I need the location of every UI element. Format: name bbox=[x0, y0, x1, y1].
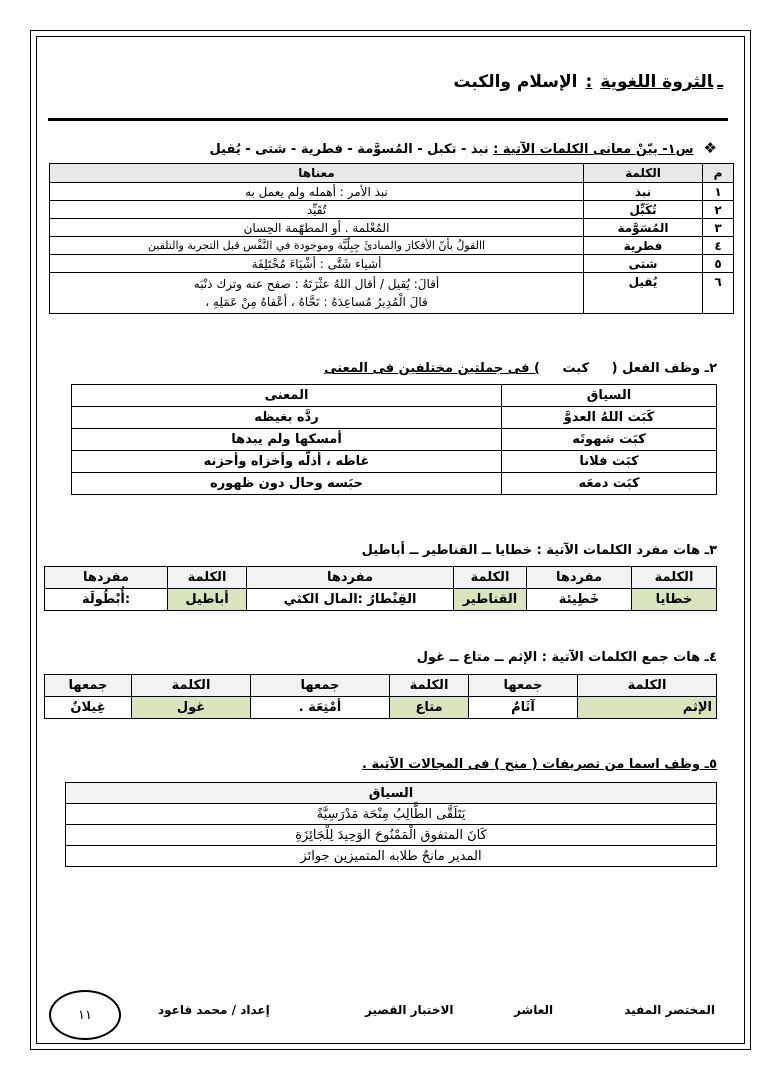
col-num: م bbox=[703, 164, 734, 183]
q1-heading bbox=[210, 139, 717, 157]
row-num: ١ bbox=[703, 183, 734, 201]
meanings-table bbox=[49, 163, 734, 314]
row-word: فطرية bbox=[584, 237, 703, 255]
table-row bbox=[66, 825, 717, 846]
row-meaning: ردَّه بغيظه bbox=[72, 407, 502, 429]
usage-table bbox=[65, 782, 717, 867]
row-meaning: تُقَيِّد bbox=[50, 201, 584, 219]
table-header-row bbox=[50, 164, 734, 183]
col-meaning: معناها bbox=[50, 164, 584, 183]
table-row bbox=[66, 804, 717, 825]
q1-instruction: بيّنْ معانى الكلمات الآتية : bbox=[493, 142, 658, 157]
row-context: كبَت فلانا bbox=[502, 451, 717, 473]
q4-heading: ٤ـ هات جمع الكلمات الآتية : الإثم ــ متاع ــ غول bbox=[416, 650, 717, 665]
row-num: ٦ bbox=[703, 273, 734, 314]
page-number bbox=[49, 990, 121, 1040]
col-singular: مفردها bbox=[45, 567, 168, 589]
table-row bbox=[45, 697, 717, 719]
cell-word: خطايا bbox=[632, 589, 717, 611]
page-number-text: ١١ bbox=[78, 1007, 92, 1023]
row-meaning: حبَسه وحال دون ظهوره bbox=[72, 473, 502, 495]
title-rule bbox=[48, 118, 728, 121]
row-num: ٥ bbox=[703, 255, 734, 273]
lesson-name: الإسلام والكبت bbox=[453, 72, 578, 92]
cell-singular: خَطِيئة bbox=[527, 589, 632, 611]
cell-singular: القِنْطارُ :المال الكثي bbox=[247, 589, 454, 611]
col-meaning: المعنى bbox=[72, 385, 502, 407]
singular-table bbox=[44, 566, 717, 611]
table-header-row bbox=[66, 783, 717, 804]
row-meaning: المُعْلمة . أو المطهّمة الحِسان bbox=[50, 219, 584, 237]
table-row bbox=[45, 589, 717, 611]
row-word: المُسَوَّمة bbox=[584, 219, 703, 237]
cell-plural: آثَامٌ bbox=[469, 697, 578, 719]
col-plural: جمعها bbox=[469, 675, 578, 697]
cell-word: غول bbox=[132, 697, 251, 719]
q1-prefix: س١- bbox=[657, 142, 694, 157]
table-row bbox=[66, 846, 717, 867]
col-word: الكلمة bbox=[132, 675, 251, 697]
table-row bbox=[50, 201, 734, 219]
col-word: الكلمة bbox=[632, 567, 717, 589]
title-separator: : bbox=[585, 72, 593, 92]
row-context: كبَت دمعَه bbox=[502, 473, 717, 495]
table-row bbox=[50, 219, 734, 237]
col-plural: جمعها bbox=[45, 675, 132, 697]
table-row bbox=[50, 255, 734, 273]
diamond-bullet-icon: ❖ bbox=[703, 139, 717, 157]
row-word: تُكَبِّل bbox=[584, 201, 703, 219]
section-name: الثروة اللغوية bbox=[600, 72, 714, 92]
cell-word: الإثم bbox=[578, 697, 717, 719]
table-row bbox=[72, 429, 717, 451]
col-plural: جمعها bbox=[251, 675, 390, 697]
row-context: كَبَت اللهُ العدوَّ bbox=[502, 407, 717, 429]
page-title bbox=[453, 72, 723, 92]
col-word: الكلمة bbox=[578, 675, 717, 697]
q2-heading-end: ) فى جملتين مختلفين فى المعنى bbox=[324, 361, 540, 376]
row-meaning: أمسكها ولم يبدها bbox=[72, 429, 502, 451]
context-table bbox=[71, 384, 717, 495]
col-word: الكلمة bbox=[454, 567, 527, 589]
row-meaning: االقولُ بأَنّ الأفكارَ والمبادئَ جِبِلّيَّة وموجودة في النَّفْس قبل التجربة والتلقين bbox=[50, 237, 584, 255]
plural-table bbox=[44, 674, 717, 719]
row-num: ٣ bbox=[703, 219, 734, 237]
cell-word: متاع bbox=[390, 697, 469, 719]
row-context: كبَت شهوتَه bbox=[502, 429, 717, 451]
q2-heading bbox=[324, 361, 717, 376]
row-word: يُقيل bbox=[584, 273, 703, 314]
table-row bbox=[50, 273, 734, 314]
table-row bbox=[72, 407, 717, 429]
col-singular: مفردها bbox=[247, 567, 454, 589]
row-num: ٢ bbox=[703, 201, 734, 219]
col-word: الكلمة bbox=[390, 675, 469, 697]
row-context: كَانَ المتفوق الْمَمْنُوحَ الوَحِيدَ لِلْجَائِزَةِ bbox=[66, 825, 717, 846]
row-meaning bbox=[50, 273, 584, 314]
cell-word: القناطير bbox=[454, 589, 527, 611]
q3-heading: ٣ـ هات مفرد الكلمات الآتية : خطايا ــ القناطير ــ أباطيل bbox=[361, 543, 717, 558]
col-context: السياق bbox=[502, 385, 717, 407]
row-meaning: أشياء شَتَّى : أشْيَاءَ مُخْتَلِفَة bbox=[50, 255, 584, 273]
table-row bbox=[72, 451, 717, 473]
footer-exam: الاختبار القصير bbox=[365, 1003, 454, 1017]
q2-heading-start: ٢ـ وظف الفعل ( bbox=[611, 361, 717, 376]
col-word: الكلمة bbox=[168, 567, 247, 589]
title-lead: ـ bbox=[717, 72, 723, 92]
table-row bbox=[72, 473, 717, 495]
table-header-row bbox=[45, 675, 717, 697]
row-context: المدير مانحٌ طلابه المتميزين جوائز bbox=[66, 846, 717, 867]
row-word: نبذ bbox=[584, 183, 703, 201]
meaning-line: قالَ الْمُدِيرُ مُساعِدَهُ : نَحَّاهُ ، أعْفاهُ مِنْ عَمَلِهِ ، bbox=[205, 295, 428, 309]
cell-plural: أمْتِعَة . bbox=[251, 697, 390, 719]
footer-author: إعداد / محمد قاعود bbox=[158, 1003, 270, 1017]
row-meaning: غاظه ، أذلّه وأخزاه وأحزنه bbox=[72, 451, 502, 473]
col-word: الكلمة bbox=[584, 164, 703, 183]
footer-grade: العاشر bbox=[514, 1003, 554, 1017]
cell-plural: غِيلانٌ bbox=[45, 697, 132, 719]
row-context: يَتَلَقَّى الطَّالِبُ مِنْحَة مَدْرَسِيَّةً bbox=[66, 804, 717, 825]
table-header-row bbox=[45, 567, 717, 589]
footer-book: المختصر المفيد bbox=[624, 1003, 715, 1017]
table-row bbox=[50, 237, 734, 255]
cell-word: أباطيل bbox=[168, 589, 247, 611]
q1-word-list: نبذ - تكبل - المُسوَّمة - فطرية - شتى - يُقيل bbox=[209, 142, 494, 157]
q5-heading: ٥ـ وظف اسما من تصريفات ( منح ) فى المجالات الآتية . bbox=[362, 757, 717, 772]
meaning-line: أقالَ: يُقيل / أقال اللهُ عثْرَتَهُ : صفح عنه وترك ذنْبَه bbox=[193, 277, 440, 291]
cell-singular: :أُبْطُولَة bbox=[45, 589, 168, 611]
col-context: السياق bbox=[66, 783, 717, 804]
row-meaning: نبذ الأمر : أهمله ولم يعمل به bbox=[50, 183, 584, 201]
row-num: ٤ bbox=[703, 237, 734, 255]
table-row bbox=[50, 183, 734, 201]
row-word: شتى bbox=[584, 255, 703, 273]
col-singular: مفردها bbox=[527, 567, 632, 589]
q2-verb: كبت bbox=[562, 361, 590, 376]
table-header-row bbox=[72, 385, 717, 407]
